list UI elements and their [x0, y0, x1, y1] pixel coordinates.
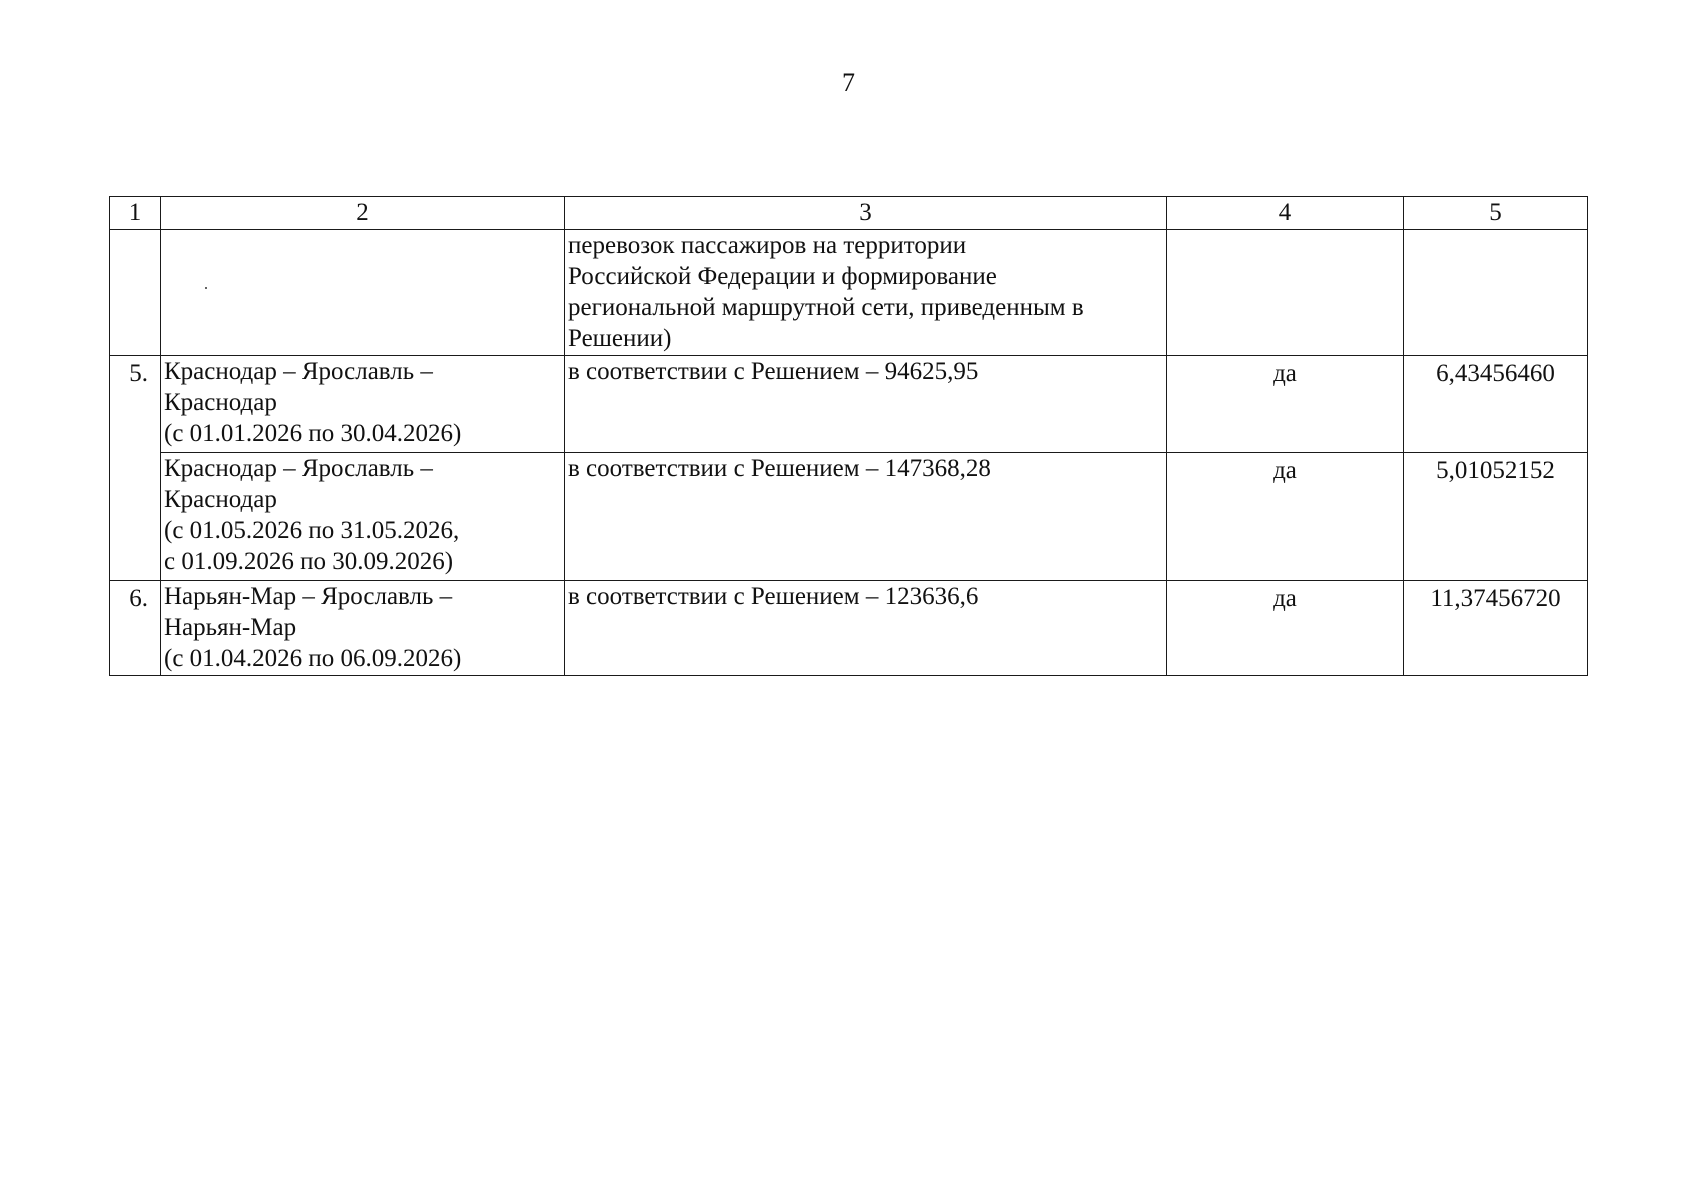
route-cell: [161, 581, 565, 676]
header-cell-1: 1: [110, 197, 161, 230]
table-header-row: [110, 197, 1588, 230]
route-cell: [161, 453, 565, 581]
route-line: Нарьян-Мар: [164, 614, 297, 641]
route-line: Нарьян-Мар – Ярославль –: [164, 583, 453, 610]
continued-text-line: Решении): [568, 325, 672, 352]
condition-cell: в соответствии с Решением – 123636,6: [565, 581, 1167, 676]
data-table: [109, 196, 1588, 676]
continued-text-line: региональной маршрутной сети, приведенным в: [568, 294, 1084, 321]
empty-cell: [1404, 230, 1588, 356]
route-line: Краснодар – Ярославль –: [164, 358, 433, 385]
table-row: [110, 581, 1588, 676]
table-row: [110, 453, 1588, 581]
flag-cell: да: [1167, 356, 1404, 453]
row-number: 6.: [110, 581, 161, 676]
flag-cell: да: [1167, 581, 1404, 676]
empty-cell: [161, 230, 565, 356]
route-line: (с 01.01.2026 по 30.04.2026): [164, 420, 462, 447]
continued-text-line: Российской Федерации и формирование: [568, 263, 997, 290]
route-line: Краснодар – Ярославль –: [164, 455, 433, 482]
table-row-continued: [110, 230, 1588, 356]
value-cell: 11,37456720: [1404, 581, 1588, 676]
header-cell-3: 3: [565, 197, 1167, 230]
continued-text-line: перевозок пассажиров на территории: [568, 232, 967, 259]
route-line: (с 01.04.2026 по 06.09.2026): [164, 645, 462, 672]
header-cell-4: 4: [1167, 197, 1404, 230]
route-line: с 01.09.2026 по 30.09.2026): [164, 548, 454, 575]
value-cell: 6,43456460: [1404, 356, 1588, 453]
route-line: Краснодар: [164, 389, 277, 416]
flag-cell: да: [1167, 453, 1404, 581]
condition-cell: в соответствии с Решением – 94625,95: [565, 356, 1167, 453]
route-line: (с 01.05.2026 по 31.05.2026,: [164, 517, 460, 544]
empty-cell: [1167, 230, 1404, 356]
route-line: Краснодар: [164, 486, 277, 513]
condition-cell: в соответствии с Решением – 147368,28: [565, 453, 1167, 581]
route-cell: [161, 356, 565, 453]
value-cell: 5,01052152: [1404, 453, 1588, 581]
empty-cell: [110, 230, 161, 356]
header-cell-5: 5: [1404, 197, 1588, 230]
header-cell-2: 2: [161, 197, 565, 230]
continued-text-cell: [565, 230, 1167, 356]
page-number: 7: [842, 68, 855, 97]
row-number: 5.: [110, 356, 161, 581]
table-row: [110, 356, 1588, 453]
